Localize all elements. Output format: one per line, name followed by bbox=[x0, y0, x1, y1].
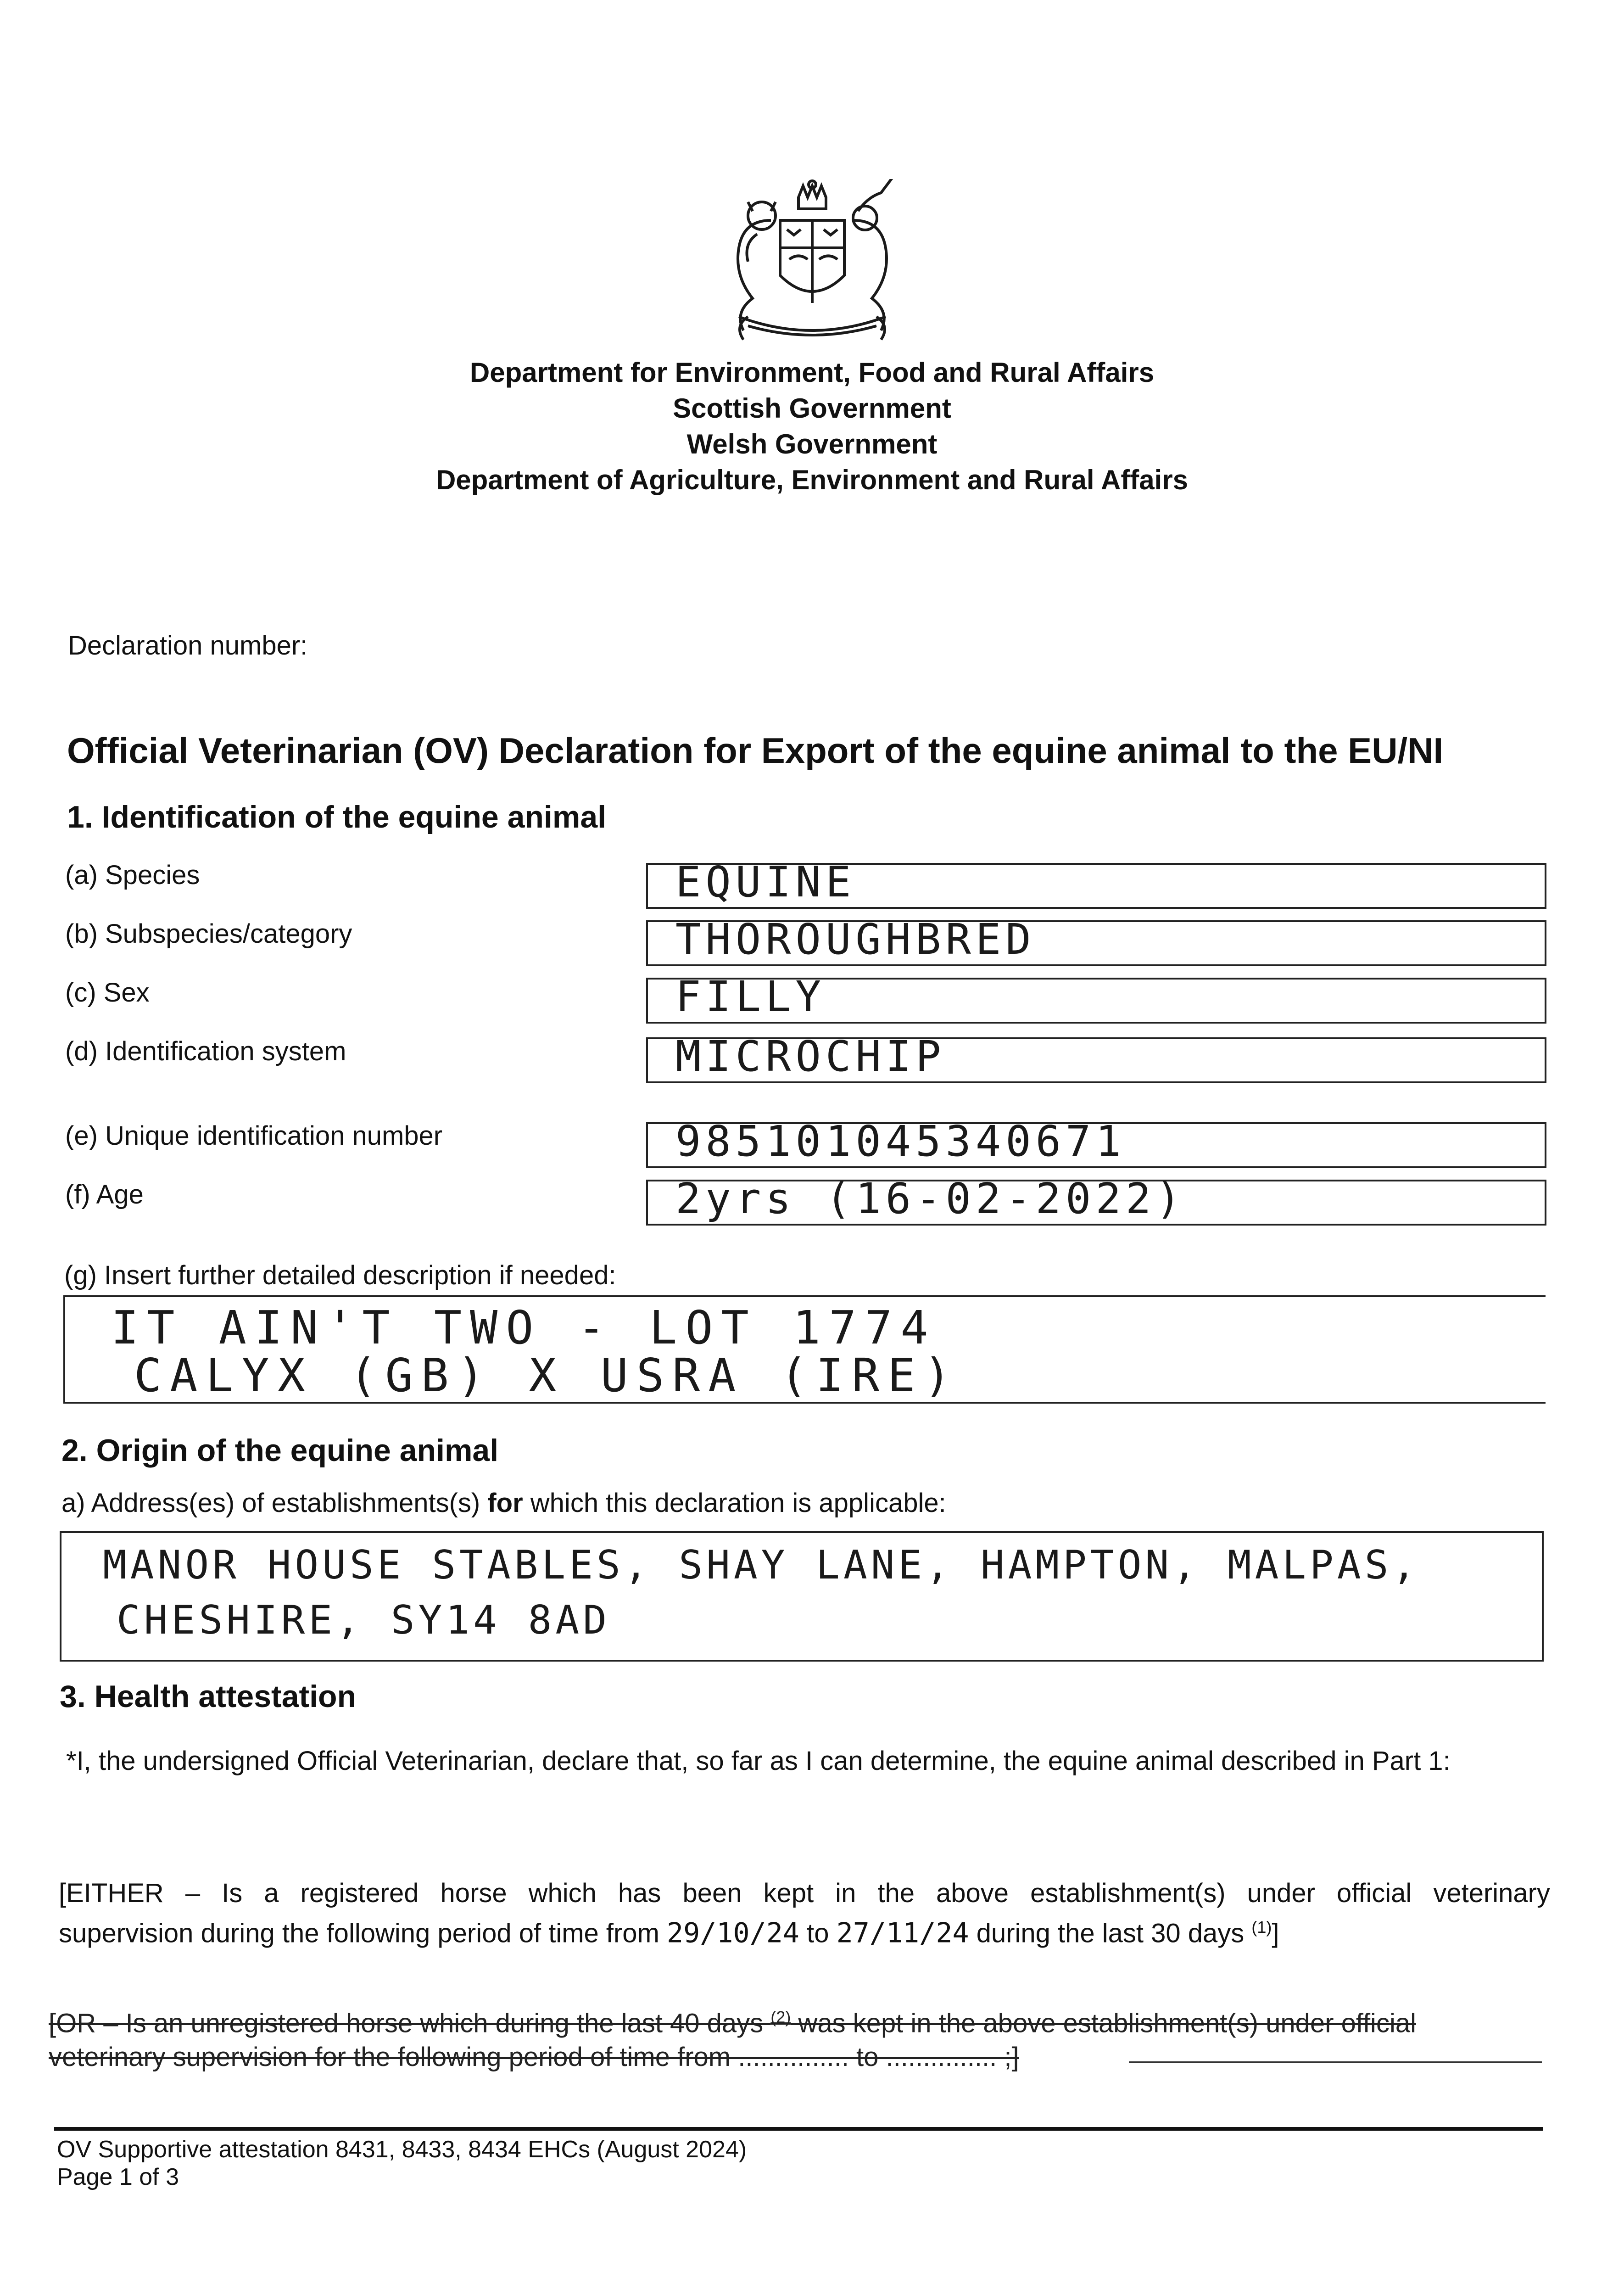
field-box-subspecies[interactable] bbox=[646, 915, 1546, 966]
field-label-species: (a) Species bbox=[65, 860, 200, 890]
either-line2 bbox=[59, 1910, 1550, 1950]
description-line: CALYX (GB) X USRA (IRE) bbox=[134, 1349, 960, 1402]
either-footnote-ref: (1) bbox=[1251, 1918, 1272, 1937]
field-label-subspecies: (b) Subspecies/category bbox=[65, 919, 352, 949]
field-label-identification-system: (d) Identification system bbox=[65, 1036, 346, 1066]
address-line: CHESHIRE, SY14 8AD bbox=[117, 1597, 610, 1643]
or-line1-pre: [OR – Is an unregistered horse which during the last 40 days bbox=[49, 2008, 771, 2038]
document-title: Official Veterinarian (OV) Declaration for Export of the equine animal to the EU/NI bbox=[67, 730, 1444, 771]
field-value-subspecies: THOROUGHBRED bbox=[675, 915, 1036, 964]
either-to-word: to bbox=[799, 1918, 837, 1948]
department-line: Welsh Government bbox=[686, 429, 938, 459]
or-line1 bbox=[49, 2000, 1549, 2040]
field-box-unique-id[interactable] bbox=[646, 1117, 1546, 1168]
declaration-number-label: Declaration number: bbox=[68, 631, 308, 661]
field-box-age[interactable] bbox=[646, 1174, 1546, 1226]
or-clause-pen-stroke bbox=[1129, 2061, 1542, 2063]
or-line1-post: was kept in the above establishment(s) under official bbox=[791, 2008, 1416, 2038]
field-box-identification-system[interactable] bbox=[646, 1032, 1546, 1083]
address-label-pre: a) Address(es) of establishments(s) bbox=[61, 1488, 488, 1518]
description-box[interactable] bbox=[63, 1295, 1546, 1404]
section3-heading: 3. Health attestation bbox=[60, 1679, 357, 1714]
or-line2: veterinary supervision for the following period of time from ............... to ............... ;] bbox=[49, 2042, 1019, 2072]
either-clause bbox=[59, 1876, 1550, 1950]
either-from-date: 29/10/24 bbox=[667, 1917, 799, 1949]
field-value-age: 2yrs (16-02-2022) bbox=[675, 1174, 1186, 1223]
either-close: ] bbox=[1272, 1918, 1279, 1948]
department-line: Department of Agriculture, Environment and Rural Affairs bbox=[435, 465, 1189, 495]
either-to-date: 27/11/24 bbox=[836, 1917, 969, 1949]
department-line: Scottish Government bbox=[673, 393, 951, 424]
field-value-unique-id: 985101045340671 bbox=[675, 1117, 1126, 1166]
either-line1: [EITHER – Is a registered horse which has been kept in the above establishment(s) under official veterinary bbox=[59, 1878, 1550, 1908]
field-value-sex: FILLY bbox=[675, 972, 826, 1021]
field-value-identification-system: MICROCHIP bbox=[675, 1032, 946, 1081]
section2-heading: 2. Origin of the equine animal bbox=[61, 1433, 499, 1468]
address-label-bold: for bbox=[487, 1488, 523, 1518]
field-box-sex[interactable] bbox=[646, 972, 1546, 1024]
health-intro: *I, the undersigned Official Veterinarian, declare that, so far as I can determine, the equine animal described in Part 1: bbox=[66, 1746, 1451, 1776]
or-clause-struck bbox=[49, 2000, 1549, 2074]
field-box-species[interactable] bbox=[646, 857, 1546, 909]
field-label-unique-id: (e) Unique identification number bbox=[65, 1121, 443, 1151]
department-line: Department for Environment, Food and Rural Affairs bbox=[469, 357, 1155, 388]
royal-coat-of-arms-emblem bbox=[707, 179, 909, 344]
either-pre: supervision during the following period of time from bbox=[59, 1918, 667, 1948]
description-line: IT AIN'T TWO - LOT 1774 bbox=[111, 1301, 937, 1355]
section1-heading: 1. Identification of the equine animal bbox=[67, 800, 607, 834]
description-label: (g) Insert further detailed description if needed: bbox=[64, 1260, 616, 1290]
address-box[interactable] bbox=[60, 1531, 1544, 1662]
address-line: MANOR HOUSE STABLES, SHAY LANE, HAMPTON, MALPAS, bbox=[103, 1542, 1420, 1588]
footer-line: OV Supportive attestation 8431, 8433, 8434 EHCs (August 2024) bbox=[57, 2136, 747, 2163]
or-footnote-ref: (2) bbox=[770, 2008, 791, 2026]
address-label bbox=[61, 1487, 946, 1519]
footer-rule bbox=[54, 2127, 1543, 2131]
field-label-sex: (c) Sex bbox=[65, 978, 150, 1008]
either-post: during the last 30 days bbox=[969, 1918, 1252, 1948]
footer-page-number: Page 1 of 3 bbox=[57, 2164, 179, 2190]
field-label-age: (f) Age bbox=[65, 1180, 144, 1209]
address-label-post: which this declaration is applicable: bbox=[523, 1488, 946, 1518]
field-value-species: EQUINE bbox=[675, 857, 856, 907]
